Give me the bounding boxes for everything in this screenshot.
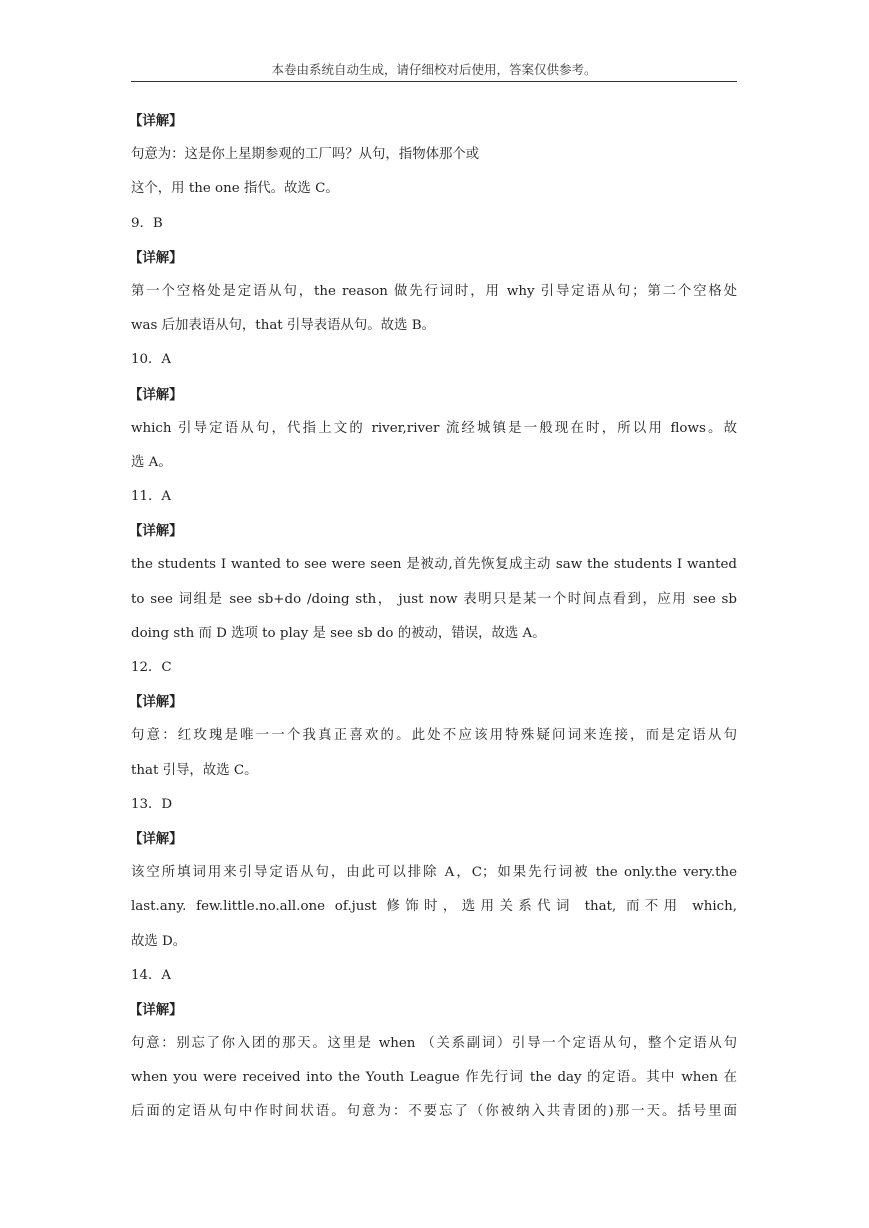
- text-line: 第一个空格处是定语从句，the reason 做先行词时，用 why 引导定语从句；第二个空格处: [131, 283, 737, 299]
- text-line: to see 词组是 see sb+do /doing sth， just now 表明只是某一个时间点看到，应用 see sb: [131, 591, 737, 607]
- question-answer: 10．A: [131, 352, 172, 368]
- text-line: 句意：红玫瑰是唯一一个我真正喜欢的。此处不应该用特殊疑问词来连接，而是定语从句: [131, 728, 737, 744]
- text-line: 句意：别忘了你入团的那天。这里是 when （关系副词）引导一个定语从句，整个定语从句: [131, 1036, 737, 1052]
- text-line: the students I wanted to see were seen 是被动,首先恢复成主动 saw the students I wanted: [131, 557, 737, 573]
- text-line: was 后加表语从句，that 引导表语从句。故选 B。: [131, 318, 435, 334]
- question-answer: 14．A: [131, 967, 172, 983]
- text-line: 句意为：这是你上星期参观的工厂吗？从句，指物体那个或: [131, 147, 480, 163]
- text-line: that 引导，故选 C。: [131, 762, 258, 778]
- text-line: 该空所填词用来引导定语从句，由此可以排除 A，C；如果先行词被 the only.the very.the: [131, 865, 737, 881]
- section-heading: 【详解】: [129, 386, 183, 403]
- section-heading: 【详解】: [129, 113, 183, 129]
- text-line: last.any. few.little.no.all.one of.just 修饰时，选用关系代词 that, 而不用 which,: [131, 899, 737, 915]
- header-divider: [131, 81, 737, 82]
- question-answer: 11．A: [131, 489, 172, 505]
- text-line: when you were received into the Youth League 作先行词 the day 的定语。其中 when 在: [131, 1070, 737, 1086]
- text-line: which 引导定语从句，代指上文的 river,river 流经城镇是一般现在时，所以用 flows。故: [131, 420, 737, 436]
- question-answer: 9．B: [131, 215, 163, 231]
- text-line: 后面的定语从句中作时间状语。句意为：不要忘了（你被纳入共青团的)那一天。括号里面: [131, 1104, 737, 1120]
- text-line: 这个，用 the one 指代。故选 C。: [131, 181, 339, 197]
- section-heading: 【详解】: [129, 523, 183, 540]
- text-line: 选 A。: [131, 454, 172, 470]
- text-line: 故选 D。: [131, 933, 187, 949]
- answer-explanations: [131, 104, 737, 1130]
- section-heading: 【详解】: [129, 694, 183, 711]
- question-answer: 13．D: [131, 796, 173, 812]
- question-answer: 12．C: [131, 660, 172, 675]
- text-line: doing sth 而 D 选项 to play 是 see sb do 的被动，错误，故选 A。: [131, 625, 546, 641]
- section-heading: 【详解】: [129, 830, 183, 847]
- section-heading: 【详解】: [129, 1001, 183, 1018]
- page-header: 本卷由系统自动生成，请仔细校对后使用，答案仅供参考。: [271, 62, 597, 77]
- section-heading: 【详解】: [129, 249, 183, 266]
